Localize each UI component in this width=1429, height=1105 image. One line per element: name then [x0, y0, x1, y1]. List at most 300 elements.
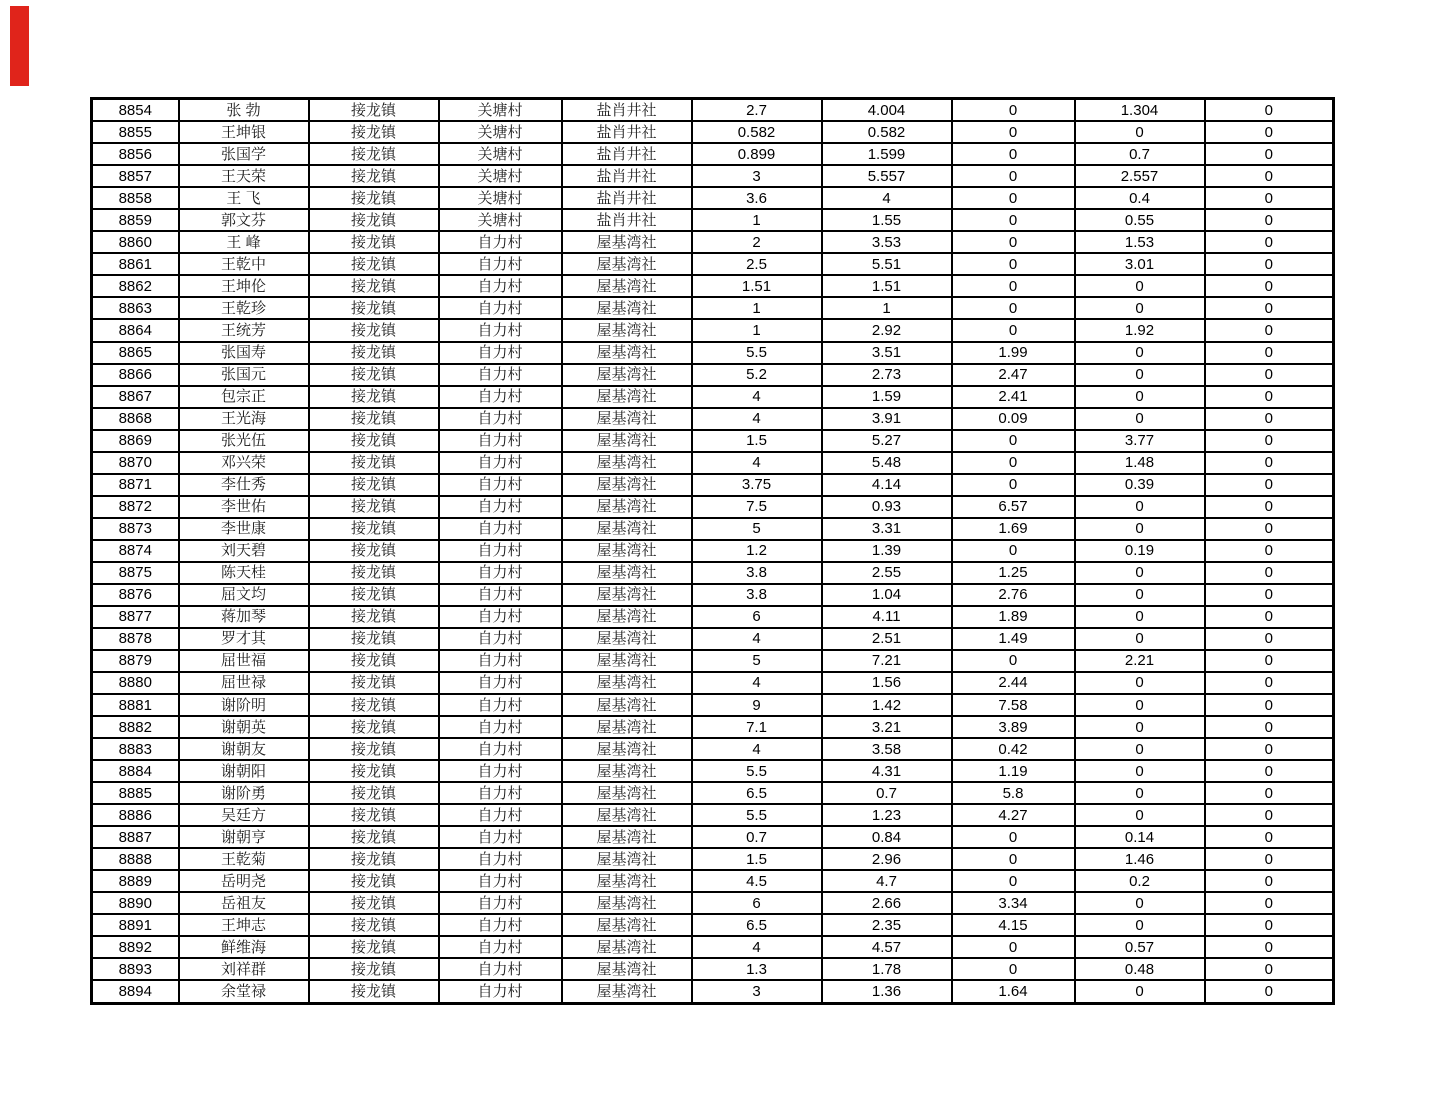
value-4-cell: 0.48	[1075, 958, 1205, 980]
value-5-cell: 0	[1205, 716, 1334, 738]
community-cell: 屋基湾社	[562, 738, 692, 760]
seq-cell: 8876	[92, 584, 179, 606]
value-1-cell: 3	[692, 980, 822, 1003]
value-3-cell: 0	[952, 870, 1075, 892]
value-1-cell: 4	[692, 672, 822, 694]
value-3-cell: 0.09	[952, 408, 1075, 430]
town-cell: 接龙镇	[309, 584, 439, 606]
value-3-cell: 0	[952, 209, 1075, 231]
value-4-cell: 0.14	[1075, 826, 1205, 848]
name-cell: 李世康	[179, 518, 309, 540]
town-cell: 接龙镇	[309, 231, 439, 253]
town-cell: 接龙镇	[309, 99, 439, 122]
value-4-cell: 0.19	[1075, 540, 1205, 562]
name-cell: 王光海	[179, 408, 309, 430]
community-cell: 屋基湾社	[562, 297, 692, 319]
village-cell: 自力村	[439, 980, 562, 1003]
value-5-cell: 0	[1205, 319, 1334, 341]
community-cell: 屋基湾社	[562, 628, 692, 650]
seq-cell: 8854	[92, 99, 179, 122]
value-3-cell: 1.64	[952, 980, 1075, 1003]
community-cell: 盐肖井社	[562, 143, 692, 165]
seq-cell: 8864	[92, 319, 179, 341]
town-cell: 接龙镇	[309, 386, 439, 408]
town-cell: 接龙镇	[309, 892, 439, 914]
name-cell: 吴廷方	[179, 804, 309, 826]
value-3-cell: 0	[952, 165, 1075, 187]
table-row	[92, 430, 1334, 452]
town-cell: 接龙镇	[309, 452, 439, 474]
value-1-cell: 3.8	[692, 584, 822, 606]
community-cell: 盐肖井社	[562, 121, 692, 143]
seq-cell: 8872	[92, 496, 179, 518]
value-5-cell: 0	[1205, 474, 1334, 496]
value-3-cell: 0	[952, 143, 1075, 165]
village-cell: 自力村	[439, 958, 562, 980]
value-5-cell: 0	[1205, 870, 1334, 892]
value-3-cell: 1.19	[952, 760, 1075, 782]
seq-cell: 8891	[92, 914, 179, 936]
value-3-cell: 3.89	[952, 716, 1075, 738]
name-cell: 王统芳	[179, 319, 309, 341]
value-4-cell: 0.55	[1075, 209, 1205, 231]
value-3-cell: 1.25	[952, 562, 1075, 584]
value-4-cell: 0.7	[1075, 143, 1205, 165]
value-2-cell: 3.51	[822, 342, 952, 364]
table-row	[92, 275, 1334, 297]
table-row	[92, 760, 1334, 782]
value-2-cell: 1.42	[822, 694, 952, 716]
value-2-cell: 2.55	[822, 562, 952, 584]
value-4-cell: 3.01	[1075, 253, 1205, 275]
value-1-cell: 7.5	[692, 496, 822, 518]
community-cell: 屋基湾社	[562, 540, 692, 562]
value-5-cell: 0	[1205, 297, 1334, 319]
village-cell: 自力村	[439, 275, 562, 297]
value-5-cell: 0	[1205, 187, 1334, 209]
village-cell: 关塘村	[439, 143, 562, 165]
value-4-cell: 0	[1075, 606, 1205, 628]
value-3-cell: 3.34	[952, 892, 1075, 914]
data-table	[90, 97, 1335, 1005]
value-4-cell: 3.77	[1075, 430, 1205, 452]
value-3-cell: 2.41	[952, 386, 1075, 408]
table-body	[92, 99, 1334, 1004]
town-cell: 接龙镇	[309, 738, 439, 760]
name-cell: 刘天碧	[179, 540, 309, 562]
seq-cell: 8885	[92, 782, 179, 804]
name-cell: 屈世福	[179, 650, 309, 672]
community-cell: 盐肖井社	[562, 165, 692, 187]
community-cell: 屋基湾社	[562, 496, 692, 518]
name-cell: 李仕秀	[179, 474, 309, 496]
value-2-cell: 4	[822, 187, 952, 209]
town-cell: 接龙镇	[309, 936, 439, 958]
value-4-cell: 1.46	[1075, 848, 1205, 870]
community-cell: 屋基湾社	[562, 650, 692, 672]
value-2-cell: 1.04	[822, 584, 952, 606]
value-2-cell: 1.51	[822, 275, 952, 297]
value-3-cell: 0	[952, 121, 1075, 143]
table-row	[92, 319, 1334, 341]
value-4-cell: 0	[1075, 584, 1205, 606]
seq-cell: 8869	[92, 430, 179, 452]
value-2-cell: 1.78	[822, 958, 952, 980]
value-5-cell: 0	[1205, 231, 1334, 253]
village-cell: 自力村	[439, 716, 562, 738]
value-5-cell: 0	[1205, 760, 1334, 782]
value-3-cell: 0	[952, 650, 1075, 672]
value-5-cell: 0	[1205, 209, 1334, 231]
value-3-cell: 0	[952, 936, 1075, 958]
table-row	[92, 408, 1334, 430]
value-5-cell: 0	[1205, 540, 1334, 562]
seq-cell: 8855	[92, 121, 179, 143]
value-1-cell: 4	[692, 628, 822, 650]
value-3-cell: 1.49	[952, 628, 1075, 650]
village-cell: 自力村	[439, 870, 562, 892]
value-3-cell: 2.44	[952, 672, 1075, 694]
community-cell: 屋基湾社	[562, 386, 692, 408]
town-cell: 接龙镇	[309, 430, 439, 452]
value-4-cell: 0	[1075, 297, 1205, 319]
village-cell: 自力村	[439, 672, 562, 694]
town-cell: 接龙镇	[309, 408, 439, 430]
value-4-cell: 0	[1075, 518, 1205, 540]
name-cell: 谢朝亨	[179, 826, 309, 848]
name-cell: 鲜维海	[179, 936, 309, 958]
value-1-cell: 1	[692, 209, 822, 231]
village-cell: 自力村	[439, 694, 562, 716]
value-4-cell: 0.57	[1075, 936, 1205, 958]
town-cell: 接龙镇	[309, 364, 439, 386]
table-row	[92, 297, 1334, 319]
value-5-cell: 0	[1205, 694, 1334, 716]
seq-cell: 8880	[92, 672, 179, 694]
table-row	[92, 650, 1334, 672]
value-5-cell: 0	[1205, 275, 1334, 297]
village-cell: 自力村	[439, 936, 562, 958]
name-cell: 屈世禄	[179, 672, 309, 694]
town-cell: 接龙镇	[309, 694, 439, 716]
value-1-cell: 5	[692, 650, 822, 672]
village-cell: 自力村	[439, 364, 562, 386]
value-5-cell: 0	[1205, 914, 1334, 936]
value-3-cell: 2.47	[952, 364, 1075, 386]
village-cell: 自力村	[439, 430, 562, 452]
community-cell: 屋基湾社	[562, 914, 692, 936]
village-cell: 自力村	[439, 628, 562, 650]
table-row	[92, 99, 1334, 122]
community-cell: 屋基湾社	[562, 694, 692, 716]
community-cell: 屋基湾社	[562, 848, 692, 870]
value-3-cell: 0	[952, 231, 1075, 253]
table-row	[92, 672, 1334, 694]
town-cell: 接龙镇	[309, 716, 439, 738]
town-cell: 接龙镇	[309, 650, 439, 672]
town-cell: 接龙镇	[309, 253, 439, 275]
value-4-cell: 0	[1075, 980, 1205, 1003]
name-cell: 谢朝阳	[179, 760, 309, 782]
community-cell: 屋基湾社	[562, 870, 692, 892]
value-5-cell: 0	[1205, 804, 1334, 826]
town-cell: 接龙镇	[309, 297, 439, 319]
value-1-cell: 5.5	[692, 342, 822, 364]
community-cell: 屋基湾社	[562, 584, 692, 606]
village-cell: 自力村	[439, 914, 562, 936]
table-row	[92, 628, 1334, 650]
community-cell: 屋基湾社	[562, 364, 692, 386]
value-1-cell: 4	[692, 386, 822, 408]
village-cell: 自力村	[439, 474, 562, 496]
town-cell: 接龙镇	[309, 848, 439, 870]
value-1-cell: 7.1	[692, 716, 822, 738]
seq-cell: 8890	[92, 892, 179, 914]
value-4-cell: 0	[1075, 716, 1205, 738]
value-2-cell: 4.57	[822, 936, 952, 958]
name-cell: 王乾中	[179, 253, 309, 275]
value-1-cell: 1.5	[692, 848, 822, 870]
village-cell: 自力村	[439, 231, 562, 253]
value-3-cell: 0	[952, 253, 1075, 275]
table-row	[92, 231, 1334, 253]
town-cell: 接龙镇	[309, 275, 439, 297]
value-1-cell: 5.2	[692, 364, 822, 386]
town-cell: 接龙镇	[309, 187, 439, 209]
village-cell: 关塘村	[439, 187, 562, 209]
town-cell: 接龙镇	[309, 980, 439, 1003]
village-cell: 自力村	[439, 606, 562, 628]
value-4-cell: 0	[1075, 738, 1205, 760]
community-cell: 屋基湾社	[562, 958, 692, 980]
name-cell: 罗才其	[179, 628, 309, 650]
table-row	[92, 518, 1334, 540]
value-2-cell: 1.599	[822, 143, 952, 165]
value-1-cell: 4	[692, 408, 822, 430]
value-4-cell: 0	[1075, 386, 1205, 408]
name-cell: 王坤志	[179, 914, 309, 936]
name-cell: 屈文均	[179, 584, 309, 606]
value-1-cell: 3.75	[692, 474, 822, 496]
value-1-cell: 0.7	[692, 826, 822, 848]
value-5-cell: 0	[1205, 143, 1334, 165]
value-2-cell: 4.7	[822, 870, 952, 892]
table-row	[92, 386, 1334, 408]
table-row	[92, 474, 1334, 496]
value-4-cell: 2.21	[1075, 650, 1205, 672]
table-row	[92, 980, 1334, 1003]
value-2-cell: 2.96	[822, 848, 952, 870]
value-4-cell: 1.48	[1075, 452, 1205, 474]
community-cell: 屋基湾社	[562, 231, 692, 253]
table-row	[92, 892, 1334, 914]
value-4-cell: 0	[1075, 408, 1205, 430]
value-4-cell: 0	[1075, 628, 1205, 650]
seq-cell: 8888	[92, 848, 179, 870]
value-5-cell: 0	[1205, 936, 1334, 958]
value-3-cell: 0	[952, 297, 1075, 319]
value-2-cell: 5.27	[822, 430, 952, 452]
name-cell: 邓兴荣	[179, 452, 309, 474]
value-3-cell: 2.76	[952, 584, 1075, 606]
value-5-cell: 0	[1205, 826, 1334, 848]
table-row	[92, 782, 1334, 804]
value-5-cell: 0	[1205, 518, 1334, 540]
table-row	[92, 209, 1334, 231]
seq-cell: 8874	[92, 540, 179, 562]
table-row	[92, 738, 1334, 760]
village-cell: 自力村	[439, 408, 562, 430]
value-4-cell: 0	[1075, 121, 1205, 143]
value-4-cell: 0	[1075, 892, 1205, 914]
name-cell: 刘祥群	[179, 958, 309, 980]
seq-cell: 8884	[92, 760, 179, 782]
value-3-cell: 0.42	[952, 738, 1075, 760]
value-4-cell: 0	[1075, 672, 1205, 694]
value-4-cell: 0	[1075, 782, 1205, 804]
seq-cell: 8856	[92, 143, 179, 165]
seq-cell: 8857	[92, 165, 179, 187]
community-cell: 屋基湾社	[562, 760, 692, 782]
value-4-cell: 0	[1075, 342, 1205, 364]
value-2-cell: 4.004	[822, 99, 952, 122]
name-cell: 李世佑	[179, 496, 309, 518]
value-4-cell: 1.304	[1075, 99, 1205, 122]
value-5-cell: 0	[1205, 738, 1334, 760]
table-row	[92, 848, 1334, 870]
value-2-cell: 3.31	[822, 518, 952, 540]
value-1-cell: 3.6	[692, 187, 822, 209]
community-cell: 盐肖井社	[562, 209, 692, 231]
value-3-cell: 0	[952, 958, 1075, 980]
value-4-cell: 0	[1075, 364, 1205, 386]
value-3-cell: 0	[952, 275, 1075, 297]
name-cell: 谢阶勇	[179, 782, 309, 804]
table-row	[92, 826, 1334, 848]
value-3-cell: 6.57	[952, 496, 1075, 518]
town-cell: 接龙镇	[309, 782, 439, 804]
value-2-cell: 5.48	[822, 452, 952, 474]
value-5-cell: 0	[1205, 452, 1334, 474]
seq-cell: 8868	[92, 408, 179, 430]
seq-cell: 8882	[92, 716, 179, 738]
value-4-cell: 0.4	[1075, 187, 1205, 209]
village-cell: 自力村	[439, 584, 562, 606]
value-1-cell: 5.5	[692, 804, 822, 826]
value-2-cell: 3.53	[822, 231, 952, 253]
community-cell: 屋基湾社	[562, 408, 692, 430]
community-cell: 屋基湾社	[562, 826, 692, 848]
community-cell: 屋基湾社	[562, 936, 692, 958]
town-cell: 接龙镇	[309, 319, 439, 341]
seq-cell: 8886	[92, 804, 179, 826]
value-5-cell: 0	[1205, 892, 1334, 914]
town-cell: 接龙镇	[309, 562, 439, 584]
value-5-cell: 0	[1205, 584, 1334, 606]
value-2-cell: 1.39	[822, 540, 952, 562]
value-1-cell: 4.5	[692, 870, 822, 892]
village-cell: 关塘村	[439, 209, 562, 231]
community-cell: 屋基湾社	[562, 672, 692, 694]
table-row	[92, 253, 1334, 275]
village-cell: 关塘村	[439, 99, 562, 122]
value-3-cell: 0	[952, 430, 1075, 452]
value-2-cell: 1.23	[822, 804, 952, 826]
town-cell: 接龙镇	[309, 496, 439, 518]
table-row	[92, 562, 1334, 584]
value-1-cell: 6.5	[692, 782, 822, 804]
value-3-cell: 4.27	[952, 804, 1075, 826]
name-cell: 岳明尧	[179, 870, 309, 892]
community-cell: 盐肖井社	[562, 99, 692, 122]
seq-cell: 8866	[92, 364, 179, 386]
value-5-cell: 0	[1205, 253, 1334, 275]
community-cell: 屋基湾社	[562, 452, 692, 474]
community-cell: 屋基湾社	[562, 275, 692, 297]
village-cell: 关塘村	[439, 165, 562, 187]
value-1-cell: 2.5	[692, 253, 822, 275]
village-cell: 自力村	[439, 253, 562, 275]
community-cell: 屋基湾社	[562, 716, 692, 738]
value-1-cell: 1	[692, 319, 822, 341]
value-1-cell: 3.8	[692, 562, 822, 584]
name-cell: 陈天桂	[179, 562, 309, 584]
value-3-cell: 0	[952, 474, 1075, 496]
value-2-cell: 7.21	[822, 650, 952, 672]
community-cell: 屋基湾社	[562, 430, 692, 452]
community-cell: 盐肖井社	[562, 187, 692, 209]
value-1-cell: 0.899	[692, 143, 822, 165]
name-cell: 张光伍	[179, 430, 309, 452]
value-5-cell: 0	[1205, 386, 1334, 408]
community-cell: 屋基湾社	[562, 804, 692, 826]
value-1-cell: 1.3	[692, 958, 822, 980]
table-row	[92, 870, 1334, 892]
value-2-cell: 2.73	[822, 364, 952, 386]
town-cell: 接龙镇	[309, 628, 439, 650]
seq-cell: 8867	[92, 386, 179, 408]
table-row	[92, 584, 1334, 606]
name-cell: 张国寿	[179, 342, 309, 364]
value-2-cell: 1.59	[822, 386, 952, 408]
community-cell: 屋基湾社	[562, 782, 692, 804]
seq-cell: 8887	[92, 826, 179, 848]
seq-cell: 8860	[92, 231, 179, 253]
value-2-cell: 5.51	[822, 253, 952, 275]
seq-cell: 8892	[92, 936, 179, 958]
value-4-cell: 0	[1075, 914, 1205, 936]
village-cell: 自力村	[439, 342, 562, 364]
seq-cell: 8873	[92, 518, 179, 540]
name-cell: 谢朝英	[179, 716, 309, 738]
name-cell: 王坤伦	[179, 275, 309, 297]
value-2-cell: 0.84	[822, 826, 952, 848]
value-3-cell: 5.8	[952, 782, 1075, 804]
name-cell: 余堂禄	[179, 980, 309, 1003]
value-4-cell: 2.557	[1075, 165, 1205, 187]
town-cell: 接龙镇	[309, 606, 439, 628]
name-cell: 张国学	[179, 143, 309, 165]
town-cell: 接龙镇	[309, 474, 439, 496]
value-4-cell: 0	[1075, 496, 1205, 518]
name-cell: 谢朝友	[179, 738, 309, 760]
table-row	[92, 364, 1334, 386]
value-2-cell: 2.66	[822, 892, 952, 914]
village-cell: 自力村	[439, 297, 562, 319]
value-5-cell: 0	[1205, 408, 1334, 430]
table-row	[92, 540, 1334, 562]
seq-cell: 8859	[92, 209, 179, 231]
